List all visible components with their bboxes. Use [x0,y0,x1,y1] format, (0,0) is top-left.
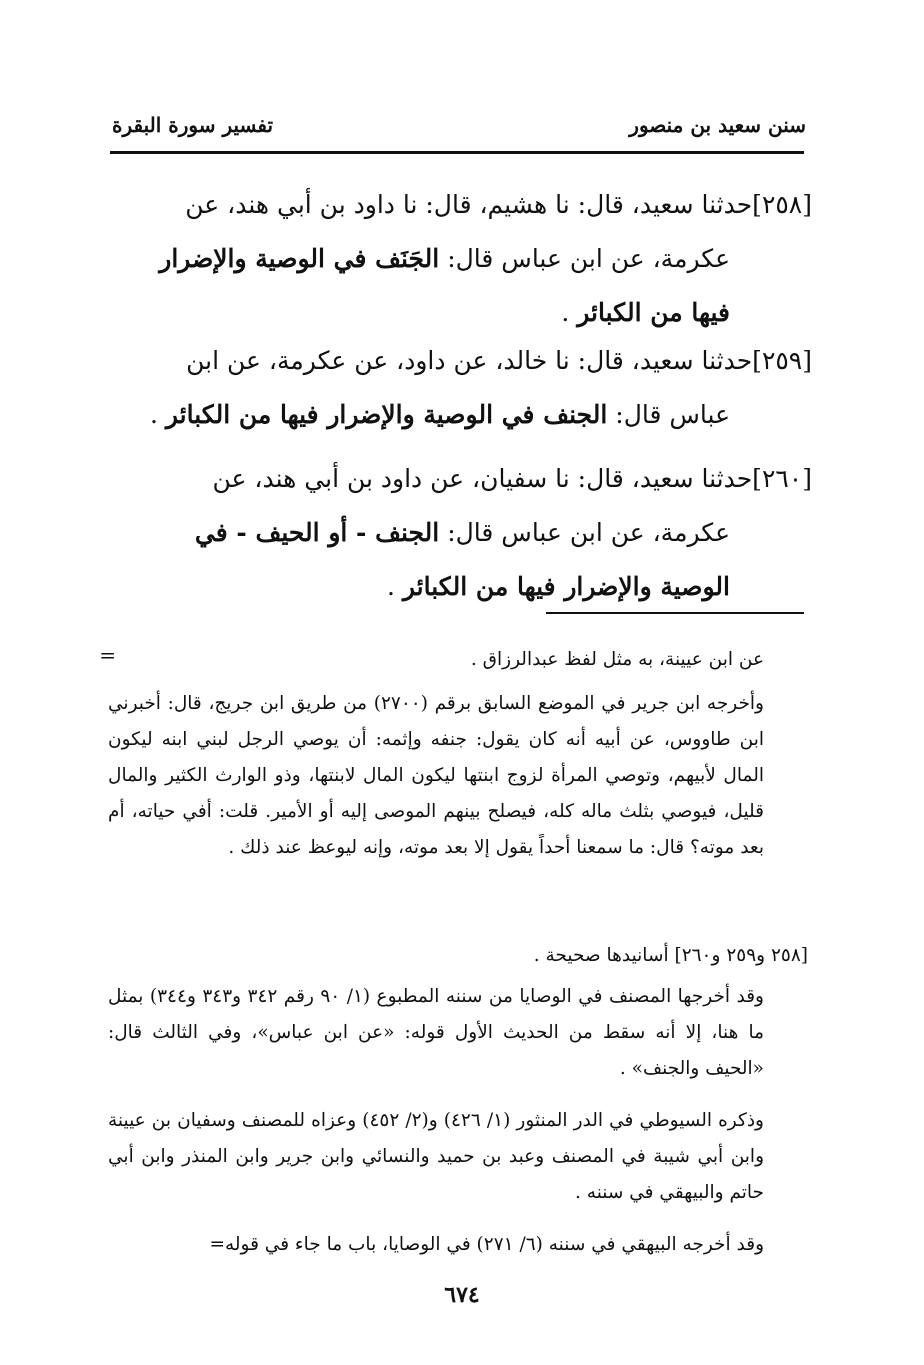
footnote-paragraph: عن ابن عيينة، به مثل لفظ عبدالرزاق . [470,649,764,670]
hadith-line [112,560,812,614]
footnote-paragraph: وذكره السيوطي في الدر المنثور (١/ ٤٢٦) و(٢/ ٤٥٢) وعزاه للمصنف وسفيان بن عيينة وابن أبي شيبة في المصنف وعبد بن حميد والنسائي وابن جرير وابن المنذر وابن أبي حاتم والبيهقي في سننه . [108,1110,764,1203]
running-header-book-title: سنن سعيد بن منصور [629,113,806,137]
hadith-text: عباس قال: [607,400,730,429]
hadith-matn: الجَنَف في الوصية والإضرار [159,244,440,273]
hadith-number: [٢٥٨] [752,190,812,219]
hadith-text: حدثنا سعيد، قال: نا سفيان، عن داود بن أبي هند، عن [212,464,753,493]
page-number: ٦٧٤ [444,1282,480,1308]
hadith-text: حدثنا سعيد، قال: نا هشيم، قال: نا داود بن أبي هند، عن [185,190,753,219]
hadith-260 [112,452,812,614]
hadith-text: . [149,400,166,429]
footnote-continuation-mark: = [99,643,116,667]
hadith-matn: الجنف - أو الحيف - في [194,518,440,547]
hadith-259 [112,334,812,442]
hadith-line [112,286,812,340]
hadith-text: عكرمة، عن ابن عباس قال: [439,244,730,273]
running-header-section-title: تفسير سورة البقرة [112,113,274,137]
footnote-paragraph: [٢٥٨ و٢٥٩ و٢٦٠] أسانيدها صحيحة . [533,945,808,966]
hadith-number: [٢٥٩] [752,346,812,375]
hadith-matn: فيها من الكبائر [577,298,730,327]
hadith-number: [٢٦٠] [752,464,812,493]
hadith-text: . [561,298,578,327]
footnote-paragraph: وقد أخرجه البيهقي في سننه (٦/ ٢٧١) في الوصايا، باب ما جاء في قوله= [209,1234,764,1255]
hadith-line [112,178,812,232]
footnote-paragraph: وأخرجه ابن جرير في الموضع السابق برقم (٢٧٠٠) من طريق ابن جريج، قال: أخبرني ابن طاووس، عن أبيه أنه كان يقول: جنفه وإثمه: أن يوصي الرجل لبني ابنه ليكون المال لأبيهم، وتوصي المرأة لزوج ابنتها ليكون المال لابنتها، وذو الوارث الكثير والمال قليل، فيوصي بثلث ماله كله، فيصلح بينهم الموصى إليه أو الأمير. قلت: أفي حياته، أم بعد موته؟ قال: ما سمعنا أحداً يقول إلا بعد موته، وإنه ليوعظ عند ذلك . [108,693,764,858]
footnote-paragraph: وقد أخرجها المصنف في الوصايا من سننه المطبوع (١/ ٩٠ رقم ٣٤٢ و٣٤٣ و٣٤٤) بمثل ما هنا، إلا أنه سقط من الحديث الأول قوله: «عن ابن عباس»، وفي الثالث قال: «الحيف والجنف» . [108,986,764,1079]
hadith-line [112,506,812,560]
hadith-line [112,388,812,442]
hadith-text: . [386,572,403,601]
hadith-text: حدثنا سعيد، قال: نا خالد، عن داود، عن عكرمة، عن ابن [186,346,753,375]
hadith-line [112,232,812,286]
footnote-separator [546,612,804,614]
hadith-line [112,334,812,388]
hadith-258 [112,178,812,340]
hadith-matn: الجنف في الوصية والإضرار فيها من الكبائر [165,400,608,429]
hadith-line [112,452,812,506]
hadith-text: عكرمة، عن ابن عباس قال: [439,518,730,547]
header-rule [110,151,804,154]
hadith-matn: الوصية والإضرار فيها من الكبائر [402,572,730,601]
